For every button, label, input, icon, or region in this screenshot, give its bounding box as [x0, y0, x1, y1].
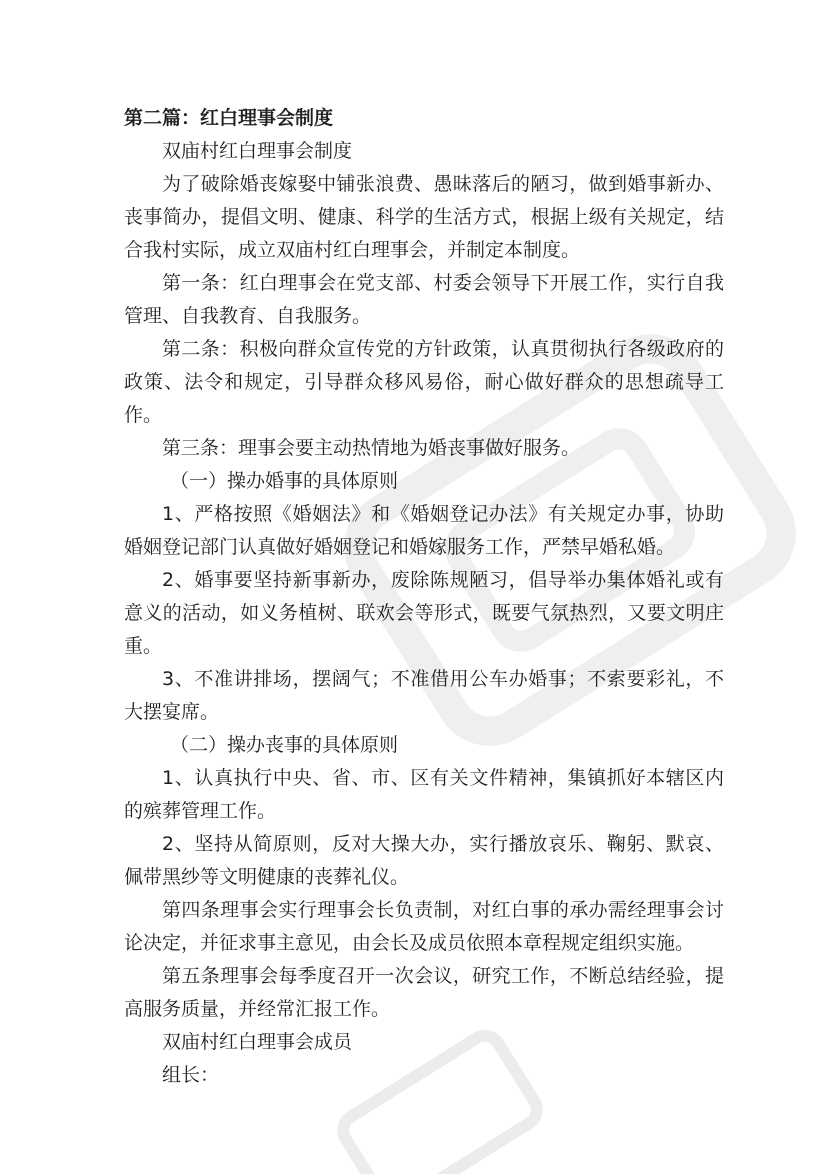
- text-line: 提高服务质量，并经常汇报工作。: [124, 965, 724, 1020]
- paragraph-wedding-1: [124, 498, 724, 564]
- text-line: 结合我村实际，成立双庙村红白理事会，并制定本制度。: [124, 206, 724, 261]
- paragraph-article-3: [124, 432, 724, 465]
- text-line: 的殡葬管理工作。: [124, 800, 277, 822]
- text-line: 讨论决定，并征求事主意见，由会长及成员依照本章程规定组织实施。: [124, 899, 724, 954]
- text-line: 1、严格按照《婚姻法》和《婚姻登记办法》有关规定办事，协助: [162, 503, 724, 525]
- text-line: 3、不准讲排场，摆阔气；不准借用公车办婚事；不索要彩礼，不: [162, 668, 724, 690]
- text-line: 2、坚持从简原则，反对大操大办，实行播放哀乐、鞠躬、默哀、: [162, 833, 724, 855]
- text-line: 的政策、法令和规定，引导群众移风易俗，耐心做好群众的思想疏导: [124, 338, 724, 393]
- text-line: 双庙村红白理事会成员: [162, 1031, 353, 1053]
- document-title: 第二篇：红白理事会制度: [124, 107, 334, 129]
- paragraph-wedding-3: [124, 663, 724, 729]
- paragraph-article-5: [124, 960, 724, 1026]
- document-body: [124, 102, 724, 1092]
- text-line: 意义的活动，如义务植树、联欢会等形式，既要气氛热烈，又要文明: [124, 602, 705, 624]
- paragraph-wedding-2: [124, 564, 724, 663]
- paragraph-intro: [124, 168, 724, 267]
- text-line: 第二条：积极向群众宣传党的方针政策，认真贯彻执行各级政府: [162, 338, 705, 360]
- paragraph-subtitle: [124, 135, 724, 168]
- text-line: 大摆宴席。: [124, 701, 220, 723]
- paragraph-article-4: [124, 894, 724, 960]
- paragraph-funeral-2: [124, 828, 724, 894]
- text-line: 第五条理事会每季度召开一次会议，研究工作，不断总结经验，: [162, 965, 705, 987]
- paragraph-section-funeral: [124, 729, 724, 762]
- paragraph-group-leader: [124, 1059, 724, 1092]
- text-line: 组长：: [162, 1064, 220, 1086]
- text-line: 第三条：理事会要主动热情地为婚丧事做好服务。: [162, 437, 581, 459]
- text-line: 工作。: [124, 371, 724, 426]
- text-line: （一）操办婚事的具体原则: [170, 470, 399, 492]
- text-line: 1、认真执行中央、省、市、区有关文件精神，集镇抓好本辖区内: [162, 767, 724, 789]
- paragraph-article-2: [124, 333, 724, 432]
- text-line: 我管理、自我教育、自我服务。: [124, 272, 724, 327]
- text-line: 第四条理事会实行理事会长负责制，对红白事的承办需经理事会: [162, 899, 705, 921]
- text-line: 第一条：红白理事会在党支部、村委会领导下开展工作，实行自: [162, 272, 705, 294]
- paragraph-article-1: [124, 267, 724, 333]
- text-line: 庄重。: [124, 602, 724, 657]
- text-line: 双庙村红白理事会制度: [162, 140, 353, 162]
- text-line: 为了破除婚丧嫁娶中铺张浪费、愚昧落后的陋习，做到婚事新办、: [162, 173, 724, 195]
- paragraph-section-wedding: [124, 465, 724, 498]
- text-line: （二）操办丧事的具体原则: [170, 734, 399, 756]
- paragraph-funeral-1: [124, 762, 724, 828]
- text-line: 婚姻登记部门认真做好婚姻登记和婚嫁服务工作，严禁早婚私婚。: [124, 536, 676, 558]
- text-line: 佩带黑纱等文明健康的丧葬礼仪。: [124, 866, 410, 888]
- text-line: 丧事简办，提倡文明、健康、科学的生活方式，根据上级有关规定，: [124, 206, 705, 228]
- text-line: 2、婚事要坚持新事新办，废除陈规陋习，倡导举办集体婚礼或有: [162, 569, 724, 591]
- paragraph-members-heading: [124, 1026, 724, 1059]
